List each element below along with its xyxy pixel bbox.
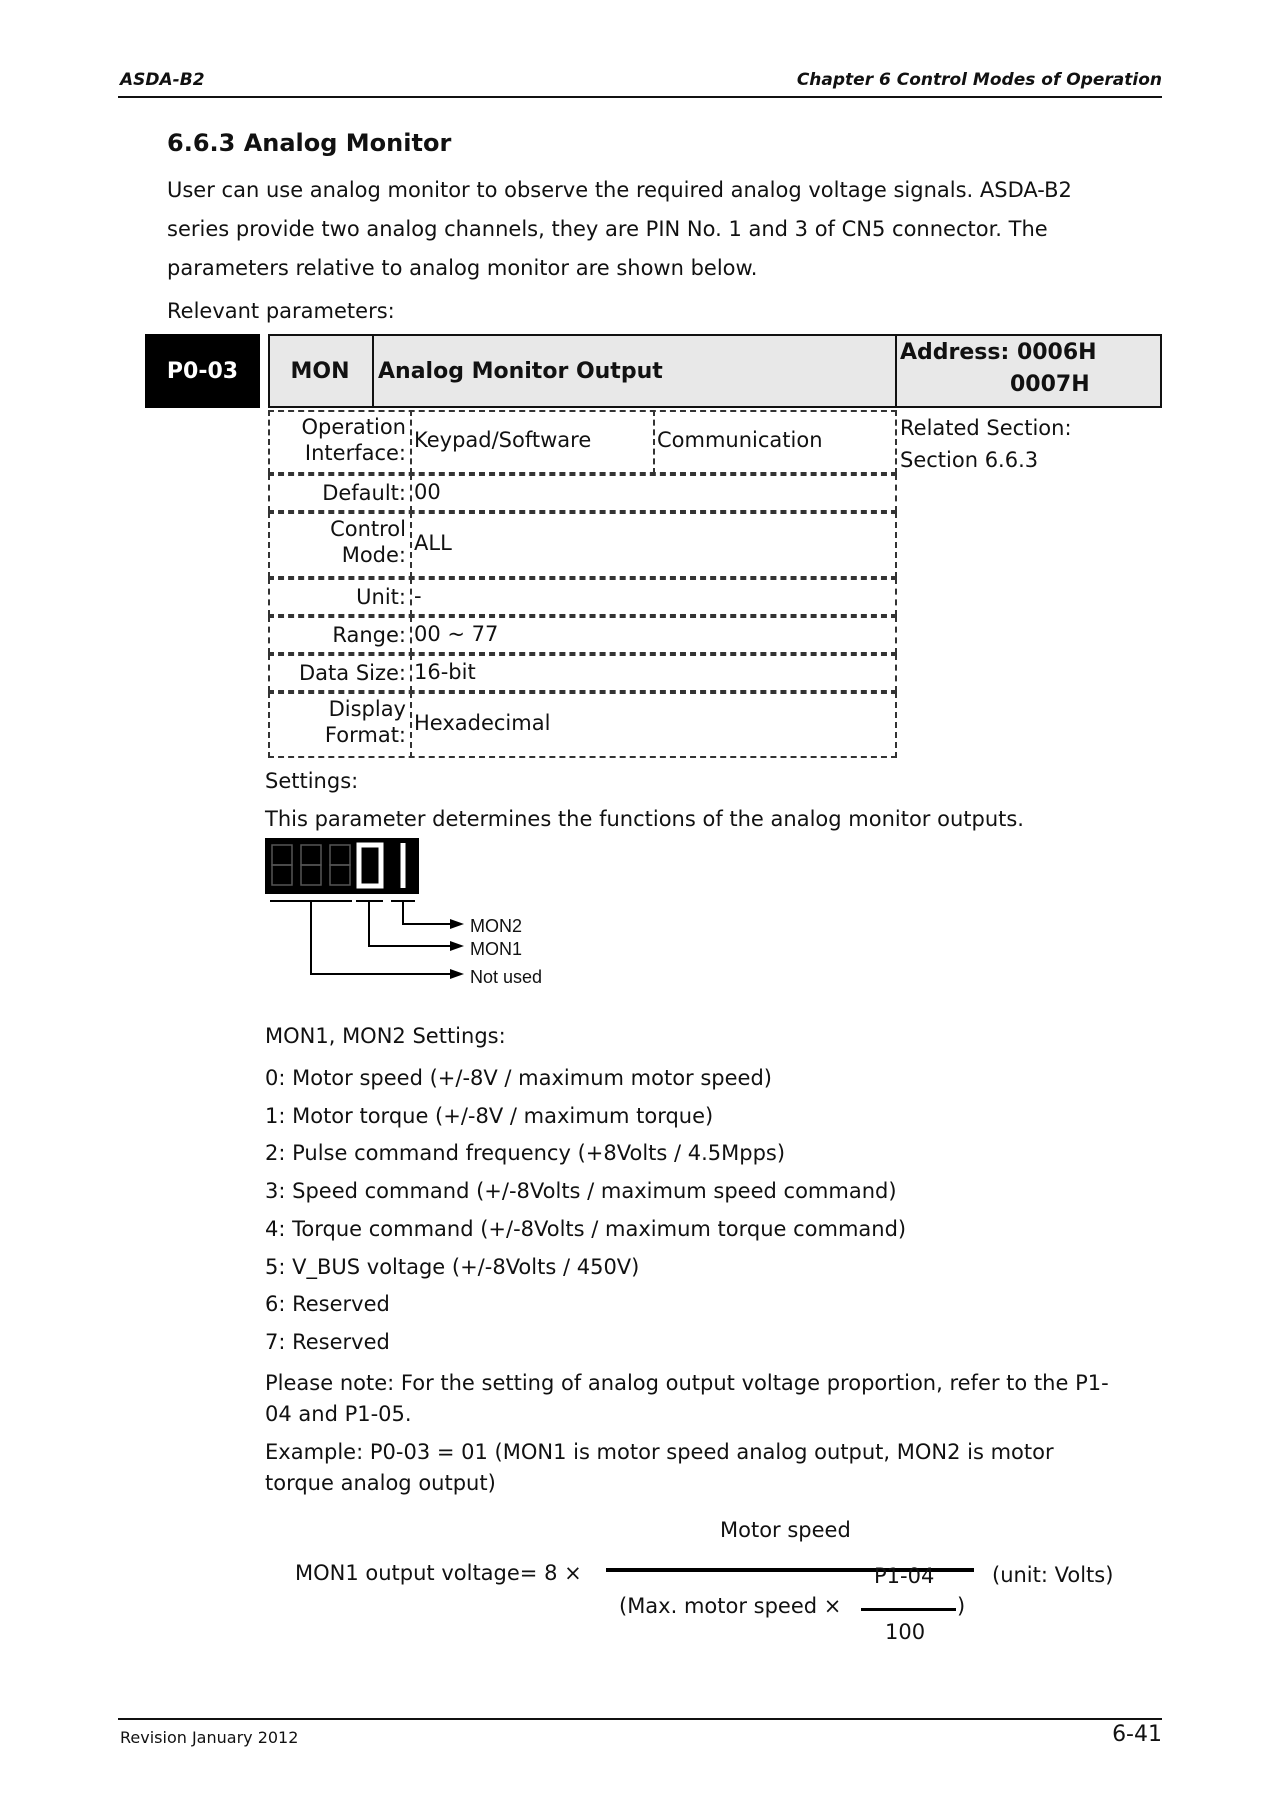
row-divider <box>410 616 412 654</box>
formula-inner-denominator: 100 <box>885 1620 926 1644</box>
row-divider <box>653 410 655 474</box>
note-paragraph <box>265 1368 1109 1430</box>
example-line: Example: P0-03 = 01 (MON1 is motor speed analog output, MON2 is motor <box>265 1440 1054 1464</box>
settings-label: Settings: <box>265 769 359 793</box>
formula-inner-numerator: P1-04 <box>874 1564 935 1588</box>
diagram-label-mon1: MON1 <box>470 939 523 959</box>
operation-interface-label <box>270 414 406 466</box>
parameter-name: Analog Monitor Output <box>378 358 663 384</box>
mon2-leader <box>403 901 450 924</box>
range-value: 00 ~ 77 <box>414 622 499 646</box>
related-section-label: Related Section: <box>900 416 1072 440</box>
list-item: 1: Motor torque (+/-8V / maximum torque) <box>265 1103 714 1128</box>
related-section-value: Section 6.6.3 <box>900 448 1039 472</box>
display-format-label <box>270 696 406 748</box>
parameter-abbreviation: MON <box>268 334 374 408</box>
footer-rule <box>118 1718 1162 1720</box>
mon-settings-heading: MON1, MON2 Settings: <box>265 1024 506 1048</box>
row-divider <box>410 474 412 512</box>
note-line: Please note: For the setting of analog output voltage proportion, refer to the P1- <box>265 1371 1109 1395</box>
formula-numerator: Motor speed <box>720 1518 851 1542</box>
header-chapter: Chapter 6 Control Modes of Operation <box>796 70 1162 90</box>
intro-paragraph <box>167 171 1072 288</box>
row-divider <box>410 692 412 758</box>
row-divider <box>410 654 412 692</box>
list-item: 5: V_BUS voltage (+/-8Volts / 450V) <box>265 1254 640 1279</box>
note-line: 04 and P1-05. <box>265 1402 412 1426</box>
list-item: 4: Torque command (+/-8Volts / maximum torque command) <box>265 1216 907 1241</box>
example-line: torque analog output) <box>265 1471 496 1495</box>
list-item: 3: Speed command (+/-8Volts / maximum speed command) <box>265 1179 897 1204</box>
list-item: 6: Reserved <box>265 1292 390 1317</box>
list-item: 0: Motor speed (+/-8V / maximum motor speed) <box>265 1066 772 1090</box>
diagram-label-mon2: MON2 <box>470 916 523 936</box>
label-line: Display <box>328 697 406 721</box>
label-line: Interface: <box>304 441 406 465</box>
formula-unit: (unit: Volts) <box>992 1563 1114 1587</box>
default-label: Default: <box>322 481 406 505</box>
formula-inner-fraction-bar <box>861 1608 956 1611</box>
intro-line: series provide two analog channels, they are PIN No. 1 and 3 of CN5 connector. The <box>167 217 1048 241</box>
intro-line: User can use analog monitor to observe the required analog voltage signals. ASDA-B2 <box>167 178 1072 202</box>
formula-denominator-right: ) <box>957 1594 966 1618</box>
intro-line: parameters relative to analog monitor are shown below. <box>167 256 758 280</box>
row-divider <box>410 410 412 474</box>
footer-revision: Revision January 2012 <box>120 1728 299 1747</box>
data-size-label: Data Size: <box>299 661 406 685</box>
header-model-prefix: ASDA- <box>120 70 180 90</box>
header-rule <box>118 96 1162 98</box>
formula-denominator-left: (Max. motor speed × <box>619 1594 842 1618</box>
diagram-label-not-used: Not used <box>470 967 543 987</box>
parameter-address: Address: 0006H <box>900 340 1097 365</box>
unit-label: Unit: <box>356 585 406 609</box>
range-label: Range: <box>332 623 406 647</box>
control-mode-value: ALL <box>414 531 452 555</box>
settings-description: This parameter determines the functions of the analog monitor outputs. <box>265 807 1024 831</box>
display-format-value: Hexadecimal <box>414 711 551 735</box>
unused-leader <box>311 901 450 974</box>
seven-segment-svg <box>265 838 595 1008</box>
parameter-address-second: 0007H <box>1010 372 1090 397</box>
row-divider <box>410 578 412 616</box>
formula-lhs: MON1 output voltage= 8 × <box>295 1561 582 1585</box>
section-title: 6.6.3 Analog Monitor <box>167 129 452 157</box>
control-mode-label <box>270 516 406 568</box>
mon-options-list <box>265 1060 906 1362</box>
unit-value: - <box>414 584 422 608</box>
interface-value-communication: Communication <box>657 428 823 452</box>
parameter-code-tag: P0-03 <box>145 334 260 408</box>
example-paragraph <box>265 1437 1054 1499</box>
label-line: Mode: <box>341 543 406 567</box>
label-line: Control <box>330 517 406 541</box>
address-divider <box>895 334 897 408</box>
list-item: 7: Reserved <box>265 1329 390 1354</box>
seven-segment-diagram <box>265 838 595 1012</box>
header-model <box>120 70 205 90</box>
list-item: 2: Pulse command frequency (+8Volts / 4.5Mpps) <box>265 1141 786 1166</box>
label-line: Format: <box>324 723 406 747</box>
interface-value-keypad: Keypad/Software <box>414 428 592 452</box>
default-value: 00 <box>414 480 441 504</box>
relevant-parameters-label: Relevant parameters: <box>167 299 395 323</box>
page-number: 6-41 <box>1112 1722 1162 1747</box>
data-size-value: 16-bit <box>414 660 476 684</box>
row-divider <box>410 512 412 578</box>
header-model-name: B2 <box>179 70 205 90</box>
label-line: Operation <box>301 415 406 439</box>
